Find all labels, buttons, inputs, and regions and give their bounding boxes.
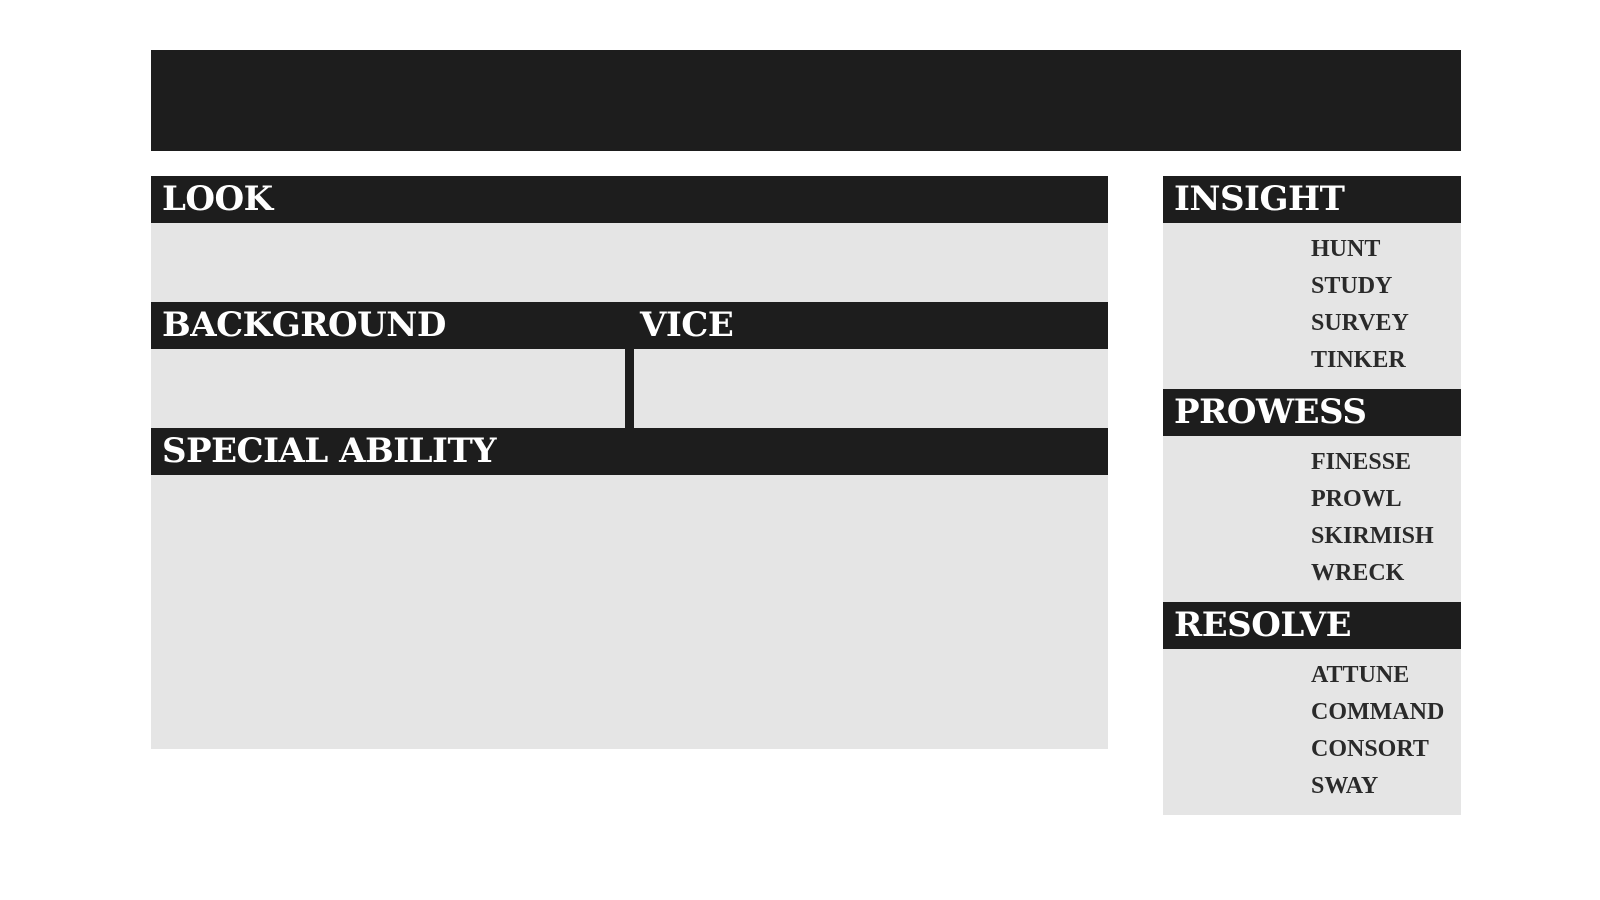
action-wreck[interactable]: WRECK xyxy=(1311,560,1405,586)
action-survey[interactable]: SURVEY xyxy=(1311,310,1409,336)
action-tinker[interactable]: TINKER xyxy=(1311,347,1406,373)
prowess-header: PROWESS xyxy=(1163,389,1461,436)
action-command[interactable]: COMMAND xyxy=(1311,699,1445,725)
vice-header: VICE xyxy=(629,302,1108,349)
look-header: LOOK xyxy=(151,176,1108,223)
insight-action-list xyxy=(1311,231,1409,379)
action-consort[interactable]: CONSORT xyxy=(1311,736,1429,762)
special-ability-field[interactable] xyxy=(151,475,1108,749)
action-finesse[interactable]: FINESSE xyxy=(1311,449,1412,475)
resolve-action-list xyxy=(1311,657,1444,805)
action-hunt[interactable]: HUNT xyxy=(1311,236,1381,262)
action-skirmish[interactable]: SKIRMISH xyxy=(1311,523,1434,549)
insight-header: INSIGHT xyxy=(1163,176,1461,223)
action-study[interactable]: STUDY xyxy=(1311,273,1393,299)
background-field[interactable] xyxy=(151,349,625,428)
background-header: BACKGROUND xyxy=(151,302,629,349)
vice-field[interactable] xyxy=(634,349,1108,428)
special-ability-header: SPECIAL ABILITY xyxy=(151,428,1108,475)
action-attune[interactable]: ATTUNE xyxy=(1311,662,1410,688)
action-prowl[interactable]: PROWL xyxy=(1311,486,1402,512)
top-banner xyxy=(151,50,1461,151)
background-vice-divider xyxy=(625,349,634,428)
action-sway[interactable]: SWAY xyxy=(1311,773,1379,799)
resolve-header: RESOLVE xyxy=(1163,602,1461,649)
look-field[interactable] xyxy=(151,223,1108,302)
prowess-action-list xyxy=(1311,444,1434,592)
